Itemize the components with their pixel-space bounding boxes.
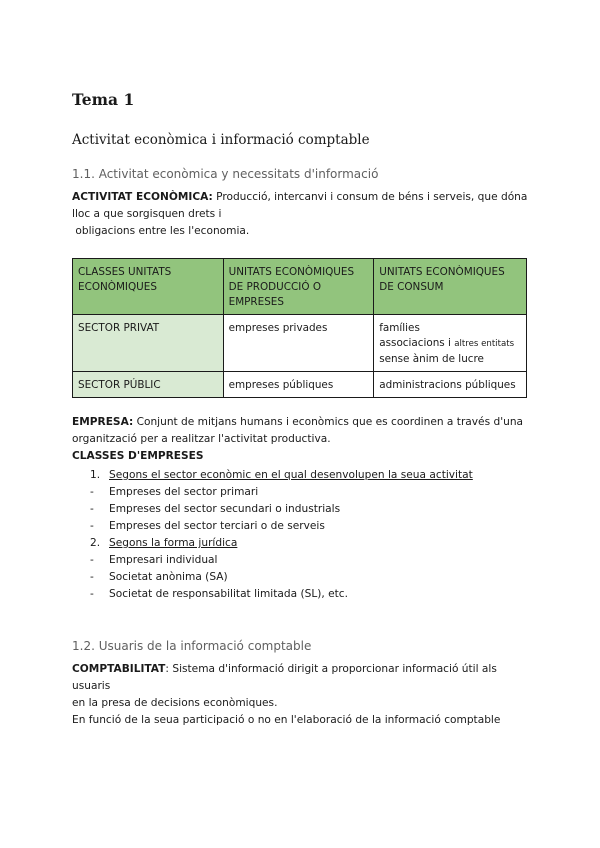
section-heading-1-1: 1.1. Activitat econòmica y necessitats d'informació <box>72 167 379 181</box>
economic-units-table <box>72 258 527 398</box>
table-row-sector-public <box>73 372 527 398</box>
table-header-row <box>73 259 527 315</box>
list-item-text: Empreses del sector secundari o industrials <box>109 503 341 515</box>
table-cell-line: famílies <box>379 322 420 334</box>
list-marker: - <box>90 588 94 600</box>
definition-line: en la presa de decisions econòmiques. <box>72 697 278 709</box>
list-item <box>72 501 532 518</box>
definition-line: organització per a realitzar l'activitat productiva. <box>72 433 331 445</box>
table-row-label: SECTOR PRIVAT <box>73 315 224 372</box>
page-title: Tema 1 <box>72 90 135 109</box>
definition-line <box>72 414 532 431</box>
table-cell <box>374 315 527 372</box>
definition-line <box>72 189 532 206</box>
definition-text: Producció, intercanvi i consum de béns i serveis, que dóna <box>212 191 528 203</box>
list-marker: 1. <box>90 469 101 481</box>
table-header-cell: UNITATS ECONÒMIQUES DE PRODUCCIÓ O EMPRESES <box>223 259 374 315</box>
list-item-text: Empresari individual <box>109 554 218 566</box>
definition-text: : Sistema d'informació dirigit a proporcionar informació útil als usuaris <box>72 663 497 692</box>
table-header-cell: UNITATS ECONÒMIQUES DE CONSUM <box>374 259 527 315</box>
definition-term: ACTIVITAT ECONÒMICA: <box>72 191 213 203</box>
classes-heading: CLASSES D'EMPRESES <box>72 450 204 462</box>
list-marker: 2. <box>90 537 101 549</box>
table-cell-small-text: altres entitats <box>454 339 515 349</box>
list-item <box>72 535 532 552</box>
definition-line: obligacions entre les l'economia. <box>72 225 250 237</box>
table-cell-line: sense ànim de lucre <box>379 353 484 365</box>
list-item <box>72 569 532 586</box>
list-marker: - <box>90 571 94 583</box>
table-row-sector-privat <box>73 315 527 372</box>
table-cell-text: associacions i <box>379 337 455 349</box>
classes-list <box>72 467 532 603</box>
list-item-text: Empreses del sector primari <box>109 486 259 498</box>
table-cell-line <box>379 336 521 352</box>
definition-line: En funció de la seua participació o no en l'elaboració de la informació comptable <box>72 714 501 726</box>
definition-term: COMPTABILITAT <box>72 663 166 675</box>
table-cell: empreses públiques <box>223 372 374 398</box>
list-item <box>72 552 532 569</box>
table-cell: administracions públiques <box>374 372 527 398</box>
section-heading-1-2: 1.2. Usuaris de la informació comptable <box>72 639 312 653</box>
definition-comptabilitat <box>72 661 532 729</box>
table-row-label: SECTOR PÚBLIC <box>73 372 224 398</box>
page-subtitle: Activitat econòmica i informació comptable <box>72 132 370 148</box>
list-marker: - <box>90 486 94 498</box>
definition-text: Conjunt de mitjans humans i econòmics que es coordinen a través d'una <box>133 416 524 428</box>
list-item-text: Empreses del sector terciari o de serveis <box>109 520 325 532</box>
list-marker: - <box>90 554 94 566</box>
list-item <box>72 467 532 484</box>
list-item <box>72 484 532 501</box>
list-item <box>72 586 532 603</box>
table-cell: empreses privades <box>223 315 374 372</box>
list-item <box>72 518 532 535</box>
list-item-text: Segons el sector econòmic en el qual desenvolupen la seua activitat <box>109 469 473 481</box>
definition-empresa <box>72 414 532 465</box>
list-marker: - <box>90 520 94 532</box>
definition-line: lloc a que sorgisquen drets i <box>72 208 222 220</box>
list-item-text: Segons la forma jurídica <box>109 537 238 549</box>
list-item-text: Societat de responsabilitat limitada (SL), etc. <box>109 588 348 600</box>
list-marker: - <box>90 503 94 515</box>
definition-term: EMPRESA: <box>72 416 134 428</box>
list-item-text: Societat anònima (SA) <box>109 571 228 583</box>
definition-activitat-economica <box>72 189 532 240</box>
table-header-cell: CLASSES UNITATS ECONÒMIQUES <box>73 259 224 315</box>
definition-line <box>72 661 532 695</box>
